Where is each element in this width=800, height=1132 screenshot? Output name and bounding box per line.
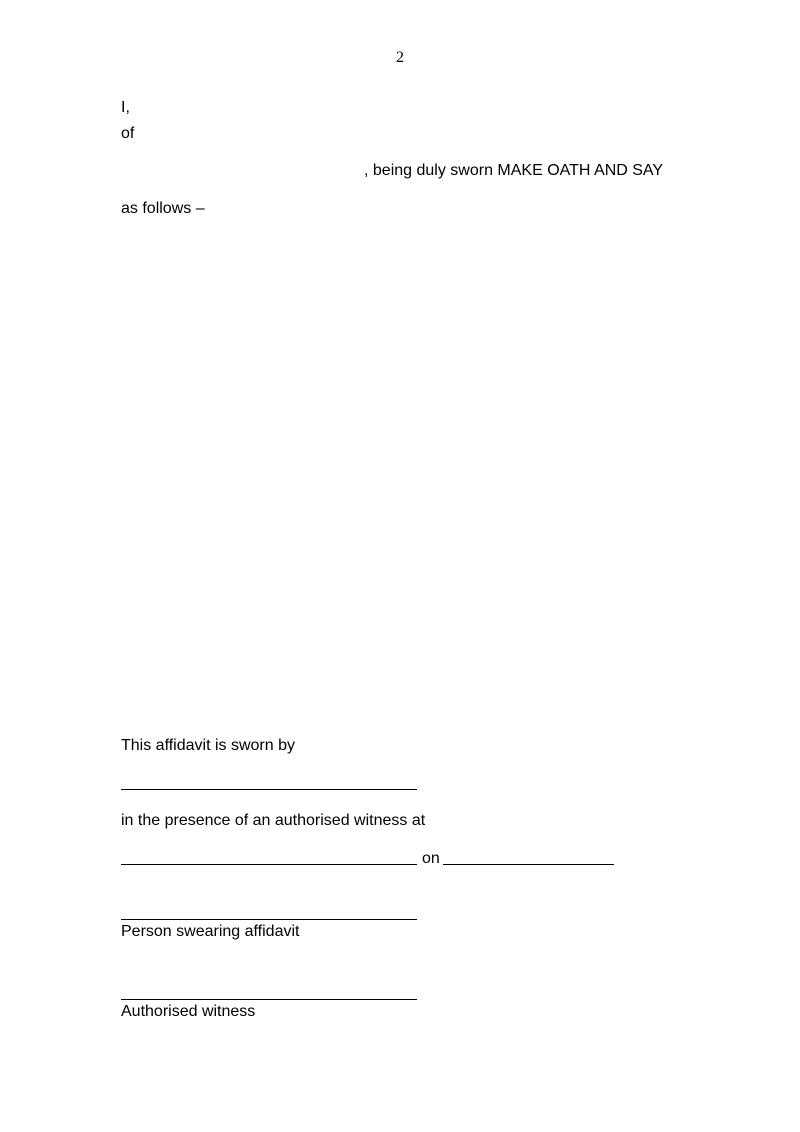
on-label: on (422, 850, 440, 867)
sworn-by-text: This affidavit is sworn by (121, 737, 295, 754)
person-signature-label: Person swearing affidavit (121, 923, 300, 940)
location-line (121, 864, 417, 865)
date-line (443, 864, 614, 865)
person-signature-line (121, 919, 417, 920)
witness-signature-label: Authorised witness (121, 1003, 256, 1020)
intro-i-label: I, (121, 99, 130, 116)
witness-presence-text: in the presence of an authorised witness at (121, 812, 426, 829)
oath-statement: , being duly sworn MAKE OATH AND SAY (364, 162, 664, 179)
sworn-by-name-line (121, 789, 417, 790)
page-number: 2 (396, 49, 404, 66)
witness-signature-line (121, 999, 417, 1000)
as-follows-text: as follows – (121, 200, 205, 217)
intro-of-label: of (121, 125, 135, 142)
